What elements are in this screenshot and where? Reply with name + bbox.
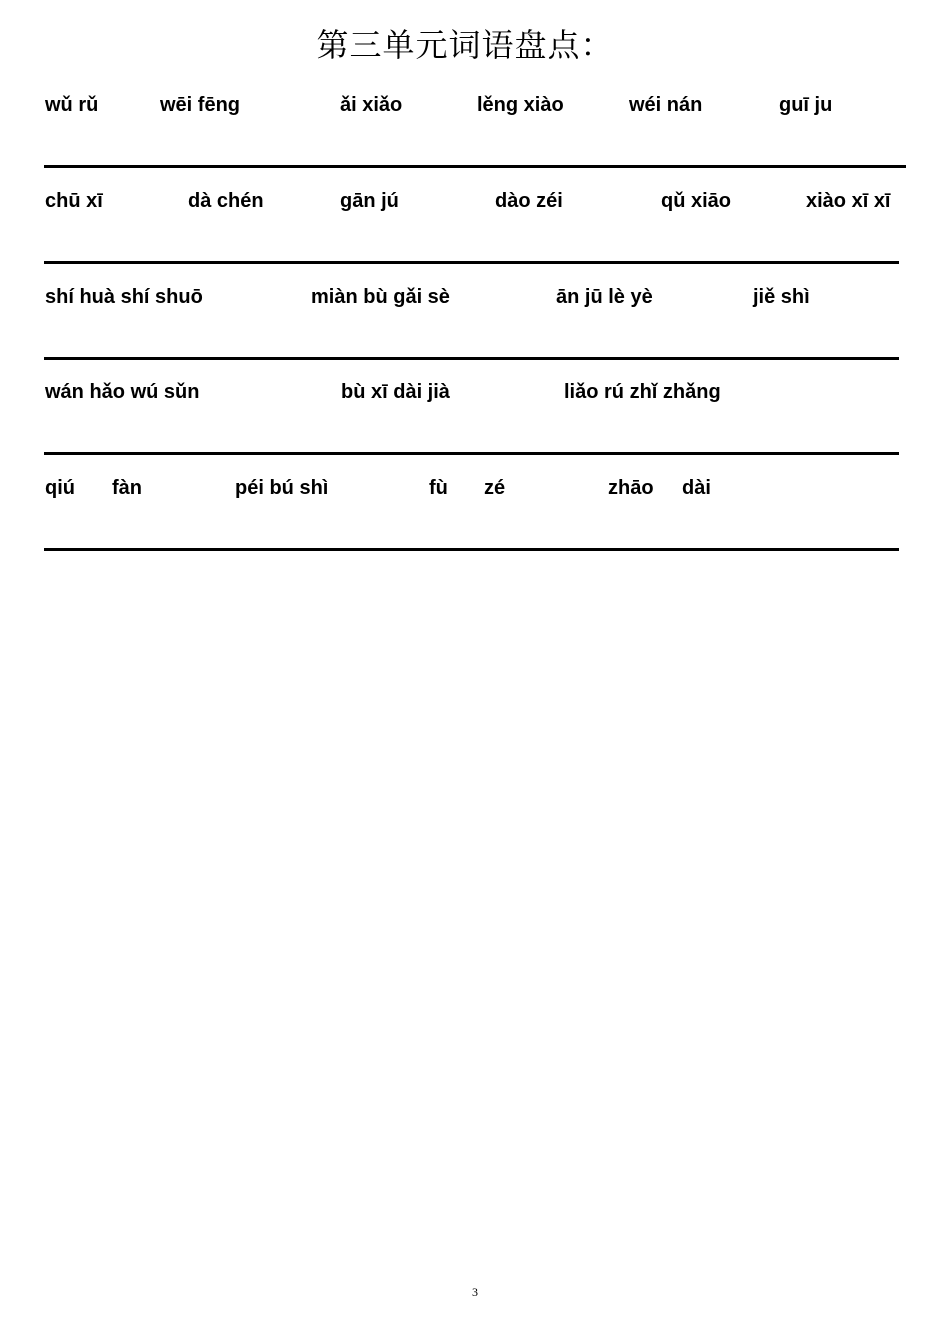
writing-line [44,357,899,360]
pinyin-item: dào zéi [495,190,563,212]
pinyin-item: ān jū lè yè [556,286,653,308]
page-title: 第三单元词语盘点： [316,26,614,64]
pinyin-item: fàn [112,477,142,499]
writing-line [44,261,899,264]
writing-line [44,452,899,455]
pinyin-row-1 [0,93,950,133]
pinyin-item: wán hǎo wú sǔn [45,381,200,403]
pinyin-item: bù xī dài jià [341,381,450,403]
pinyin-item: dà chén [188,190,264,212]
pinyin-item: guī ju [779,94,833,116]
pinyin-item: chū xī [45,190,103,212]
pinyin-item: ǎi xiǎo [340,94,403,116]
pinyin-item: shí huà shí shuō [45,286,203,308]
pinyin-item: qiú [45,477,75,499]
pinyin-item: fù [429,477,448,499]
pinyin-row-3 [0,285,950,325]
pinyin-item: gān jú [340,190,399,212]
pinyin-item: péi bú shì [235,477,329,499]
pinyin-item: miàn bù gǎi sè [311,286,450,308]
pinyin-row-4 [0,380,950,420]
writing-line [44,548,899,551]
pinyin-row-2 [0,189,950,229]
pinyin-item: wēi fēng [160,94,241,116]
pinyin-item: wǔ rǔ [45,94,99,116]
pinyin-item: zhāo [608,477,654,499]
pinyin-item: liǎo rú zhǐ zhǎng [564,381,721,403]
pinyin-item: xiào xī xī [806,190,891,212]
page-number: 3 [472,1285,478,1299]
pinyin-item: lěng xiào [477,94,564,116]
pinyin-item: qǔ xiāo [661,190,732,212]
writing-line [44,165,906,168]
pinyin-row-5 [0,476,950,516]
pinyin-item: zé [484,477,506,499]
pinyin-item: dài [682,477,711,499]
pinyin-item: jiě shì [753,286,810,308]
pinyin-item: wéi nán [629,94,703,116]
